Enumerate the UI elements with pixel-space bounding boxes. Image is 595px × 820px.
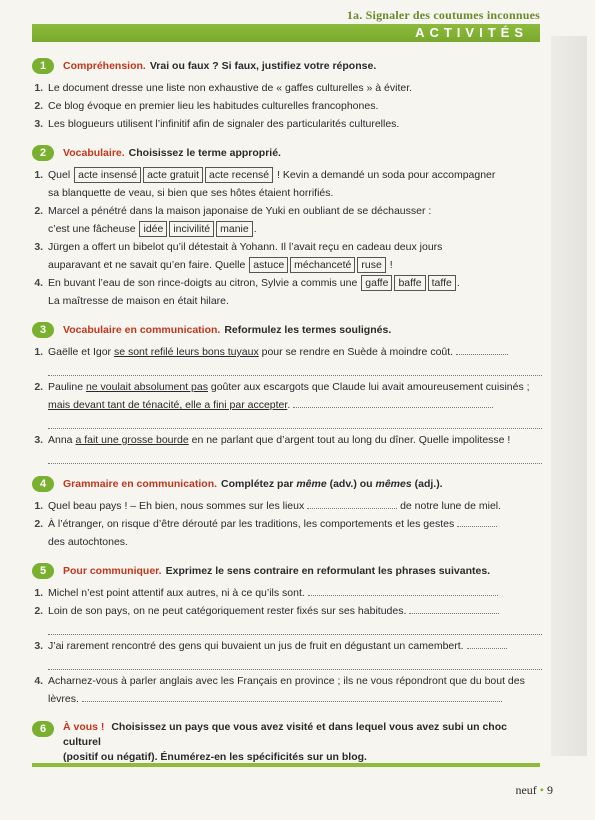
item-text: . <box>456 277 460 289</box>
instruction-text: (adj.). <box>411 478 443 490</box>
activity-instruction <box>221 478 443 490</box>
activity-number: 4 <box>32 476 54 492</box>
activity-title: Grammaire en communication. <box>63 478 218 490</box>
bullet-dot-icon: • <box>539 783 544 797</box>
item-text: . <box>253 223 257 235</box>
list-item <box>46 602 542 635</box>
list-item: 2. Ce blog évoque en premier lieu les habitudes culturelles francophones. <box>46 97 542 115</box>
item-text: . <box>287 399 291 411</box>
item-text: Gaëlle et Igor <box>48 346 114 358</box>
choice-option[interactable]: astuce <box>249 257 288 273</box>
choice-option[interactable]: manie <box>216 221 253 237</box>
list-item <box>46 274 542 310</box>
answer-line[interactable] <box>48 414 542 429</box>
side-tab-decoration <box>551 36 587 756</box>
list-item <box>46 672 542 708</box>
list-item <box>46 343 542 376</box>
answer-line[interactable] <box>48 620 542 635</box>
list-item <box>46 431 542 464</box>
activity-3-list <box>32 343 542 464</box>
answer-blank[interactable] <box>293 396 493 408</box>
choice-option[interactable]: gaffe <box>361 275 392 291</box>
list-item <box>46 202 542 238</box>
activity-number: 5 <box>32 563 54 579</box>
choice-option[interactable]: incivilité <box>169 221 214 237</box>
activity-2 <box>32 145 542 310</box>
choice-option[interactable]: idée <box>139 221 167 237</box>
item-text: lèvres. <box>48 693 79 705</box>
instruction-text: même <box>296 478 327 490</box>
answer-blank[interactable] <box>82 690 502 702</box>
choice-option[interactable]: acte recensé <box>205 167 273 183</box>
activity-number: 3 <box>32 322 54 338</box>
activity-5-list <box>32 584 542 708</box>
activity-instruction: Choisissez le terme approprié. <box>128 147 281 159</box>
item-text: Jürgen a offert un bibelot qu’il détestait à Yohann. Il l’avait reçu en cadeau deux jours <box>48 241 443 253</box>
item-text: sa blanquette de veau, si bien que ses hôtes étaient horrifiés. <box>48 187 334 199</box>
item-text: Loin de son pays, on ne peut catégoriquement rester fixés sur ses habitudes. <box>48 605 407 617</box>
answer-blank[interactable] <box>457 515 497 527</box>
item-text: J’ai rarement rencontré des gens qui buvaient un jus de fruit en dégustant un camembert. <box>48 640 464 652</box>
list-item <box>46 378 542 429</box>
list-item: 3. Les blogueurs utilisent l’infinitif afin de signaler des particularités culturelles. <box>46 115 542 133</box>
activity-title: Pour communiquer. <box>63 565 162 577</box>
item-text: Quel <box>48 169 71 181</box>
underlined-term: mais devant tant de ténacité, elle a fini par accepter <box>48 399 288 411</box>
activity-instruction: (positif ou négatif). Énumérez-en les spécificités sur un blog. <box>63 751 367 763</box>
activity-instruction: Choisissez un pays que vous avez visité et dans lequel vous avez subi un choc culturel <box>63 721 507 748</box>
activity-number: 1 <box>32 58 54 74</box>
choice-option[interactable]: baffe <box>394 275 425 291</box>
choice-option[interactable]: acte gratuit <box>143 167 203 183</box>
list-item: 1. Le document dresse une liste non exhaustive de « gaffes culturelles » à éviter. <box>46 79 542 97</box>
underlined-term: ne voulait absolument pas <box>85 381 208 393</box>
item-text: À l’étranger, on risque d’être dérouté par les traditions, les comportements et les gestes <box>48 518 455 530</box>
item-text: Acharnez-vous à parler anglais avec les Français en province ; ils ne vous répondront que du bout des <box>48 675 525 687</box>
activity-1 <box>32 58 542 133</box>
answer-line[interactable] <box>48 361 542 376</box>
activity-3 <box>32 322 542 464</box>
list-item <box>46 584 542 602</box>
activity-instruction: Exprimez le sens contraire en reformulant les phrases suivantes. <box>165 565 491 577</box>
item-text: Anna <box>48 434 76 446</box>
activity-6 <box>32 720 542 765</box>
underlined-term: se sont refilé leurs bons tuyaux <box>113 346 259 358</box>
activity-2-list <box>32 166 542 310</box>
item-text: Michel n’est point attentif aux autres, ni à ce qu’ils sont. <box>48 587 305 599</box>
item-text: En buvant l’eau de son rince-doigts au citron, Sylvie a commis une <box>48 277 358 289</box>
item-text: des autochtones. <box>48 536 128 548</box>
choice-option[interactable]: acte insensé <box>74 167 141 183</box>
item-text: Marcel a pénétré dans la maison japonaise de Yuki en oubliant de se déchausser : <box>48 205 432 217</box>
instruction-text: mêmes <box>375 478 412 490</box>
answer-blank[interactable] <box>308 584 498 596</box>
answer-line[interactable] <box>48 449 542 464</box>
list-item <box>46 238 542 274</box>
activity-1-list <box>32 79 542 133</box>
activity-4-list <box>32 497 542 551</box>
answer-blank[interactable] <box>456 343 508 355</box>
page-number <box>515 783 553 798</box>
answer-blank[interactable] <box>307 497 397 509</box>
instruction-text: (adv.) ou <box>326 478 376 490</box>
item-text: pour se rendre en Suède à moindre coût. <box>258 346 454 358</box>
item-text: goûter aux escargots que Claude lui avait amoureusement cuisinés ; <box>207 381 530 393</box>
activity-title: Vocabulaire en communication. <box>63 324 221 336</box>
activity-title: Compréhension. <box>63 60 146 72</box>
activity-title: À vous ! <box>63 721 105 733</box>
choice-option[interactable]: ruse <box>357 257 385 273</box>
activity-title: Vocabulaire. <box>63 147 125 159</box>
list-item <box>46 515 542 551</box>
item-text: Quel beau pays ! – Eh bien, nous sommes sur les lieux <box>48 500 305 512</box>
item-text: auparavant et ne savait qu’en faire. Quelle <box>48 259 246 271</box>
page-header-title: 1a. Signaler des coutumes inconnues <box>346 8 540 22</box>
activity-instruction: Vrai ou faux ? Si faux, justifiez votre réponse. <box>149 60 377 72</box>
list-item <box>46 497 542 515</box>
item-text: de notre lune de miel. <box>400 500 502 512</box>
answer-blank[interactable] <box>409 602 499 614</box>
activity-5 <box>32 563 542 708</box>
page-number-digit: 9 <box>547 783 553 797</box>
activites-band <box>32 24 540 42</box>
choice-option[interactable]: méchanceté <box>290 257 355 273</box>
item-text: en ne parlant que d’argent tout au long du dîner. Quelle impolitesse ! <box>188 434 511 446</box>
list-item <box>46 637 542 670</box>
item-text: ! <box>389 259 393 271</box>
activity-4 <box>32 476 542 551</box>
page-number-word: neuf <box>515 783 537 797</box>
item-text: ! Kevin a demandé un soda pour accompagner <box>277 169 496 181</box>
choice-option[interactable]: taffe <box>428 275 456 291</box>
answer-blank[interactable] <box>467 637 507 649</box>
activities-content <box>32 58 542 777</box>
item-text: La maîtresse de maison en était hilare. <box>48 295 229 307</box>
list-item <box>46 166 542 202</box>
activity-number: 2 <box>32 145 54 161</box>
activity-instruction: Reformulez les termes soulignés. <box>224 324 392 336</box>
item-text: c’est une fâcheuse <box>48 223 136 235</box>
item-text: Pauline <box>48 381 86 393</box>
instruction-text: Complétez par <box>221 478 297 490</box>
footer-bar <box>32 763 540 767</box>
underlined-term: a fait une grosse bourde <box>75 434 189 446</box>
activity-number: 6 <box>32 721 54 737</box>
activites-label: ACTIVITÉS <box>415 25 528 40</box>
answer-line[interactable] <box>48 655 542 670</box>
